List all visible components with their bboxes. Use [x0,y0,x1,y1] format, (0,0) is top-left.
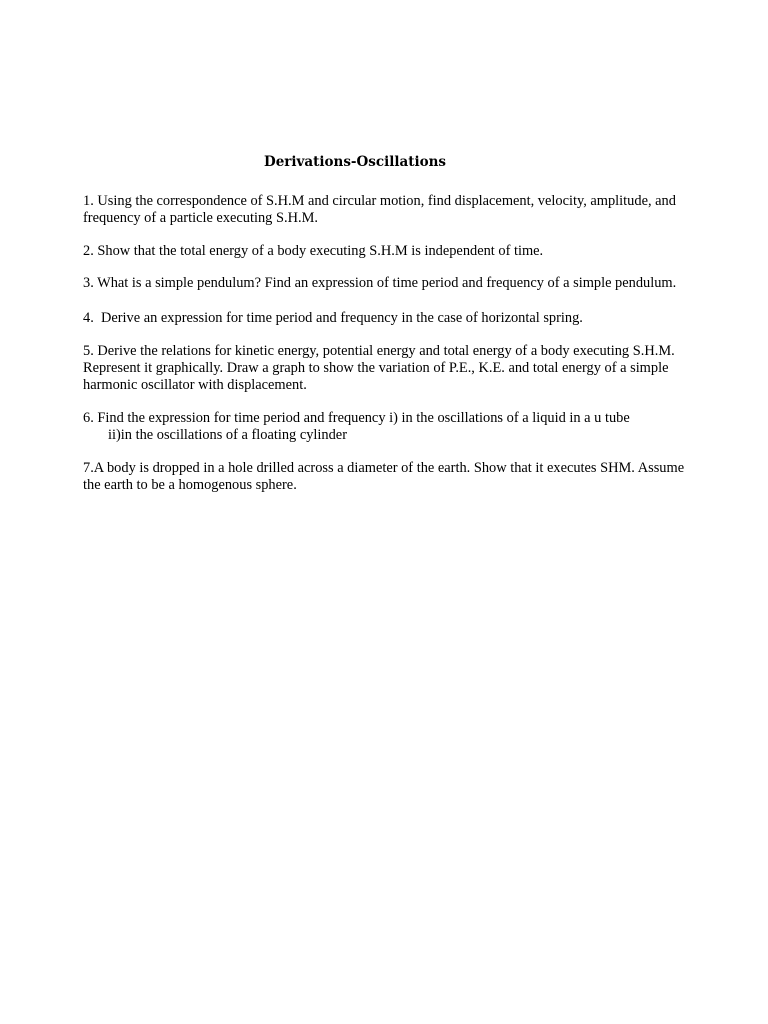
question-text-line: 2. Show that the total energy of a body executing S.H.M is independent of time. [83,242,544,259]
question-text-line: the earth to be a homogenous sphere. [83,476,297,493]
question-item [83,275,738,292]
question-item [83,343,738,393]
question-text-line: frequency of a particle executing S.H.M. [83,209,318,226]
question-item [83,193,738,227]
question-text-line: Represent it graphically. Draw a graph to show the variation of P.E., K.E. and total energy of a simple [83,359,669,376]
question-text-line: 4. Derive an expression for time period and frequency in the case of horizontal spring. [83,310,583,327]
question-list [83,193,738,494]
question-text-line: 3. What is a simple pendulum? Find an expression of time period and frequency of a simple pendulum. [83,275,677,292]
question-item [83,310,738,327]
question-item [83,460,738,494]
question-text-line: 7.A body is dropped in a hole drilled across a diameter of the earth. Show that it executes SHM. Assume [83,459,685,476]
question-text-line: 6. Find the expression for time period and frequency i) in the oscillations of a liquid in a u tube [83,410,630,427]
page-title: Derivations-Oscillations [264,154,447,170]
question-item [83,410,738,444]
question-text-line: harmonic oscillator with displacement. [83,376,307,393]
question-item [83,243,738,260]
question-text-line: 1. Using the correspondence of S.H.M and circular motion, find displacement, velocity, amplitude, and [83,193,676,209]
question-subpart-line: ii)in the oscillations of a floating cylinder [108,427,347,444]
question-text-line: 5. Derive the relations for kinetic energy, potential energy and total energy of a body executing S.H.M. [83,342,675,359]
